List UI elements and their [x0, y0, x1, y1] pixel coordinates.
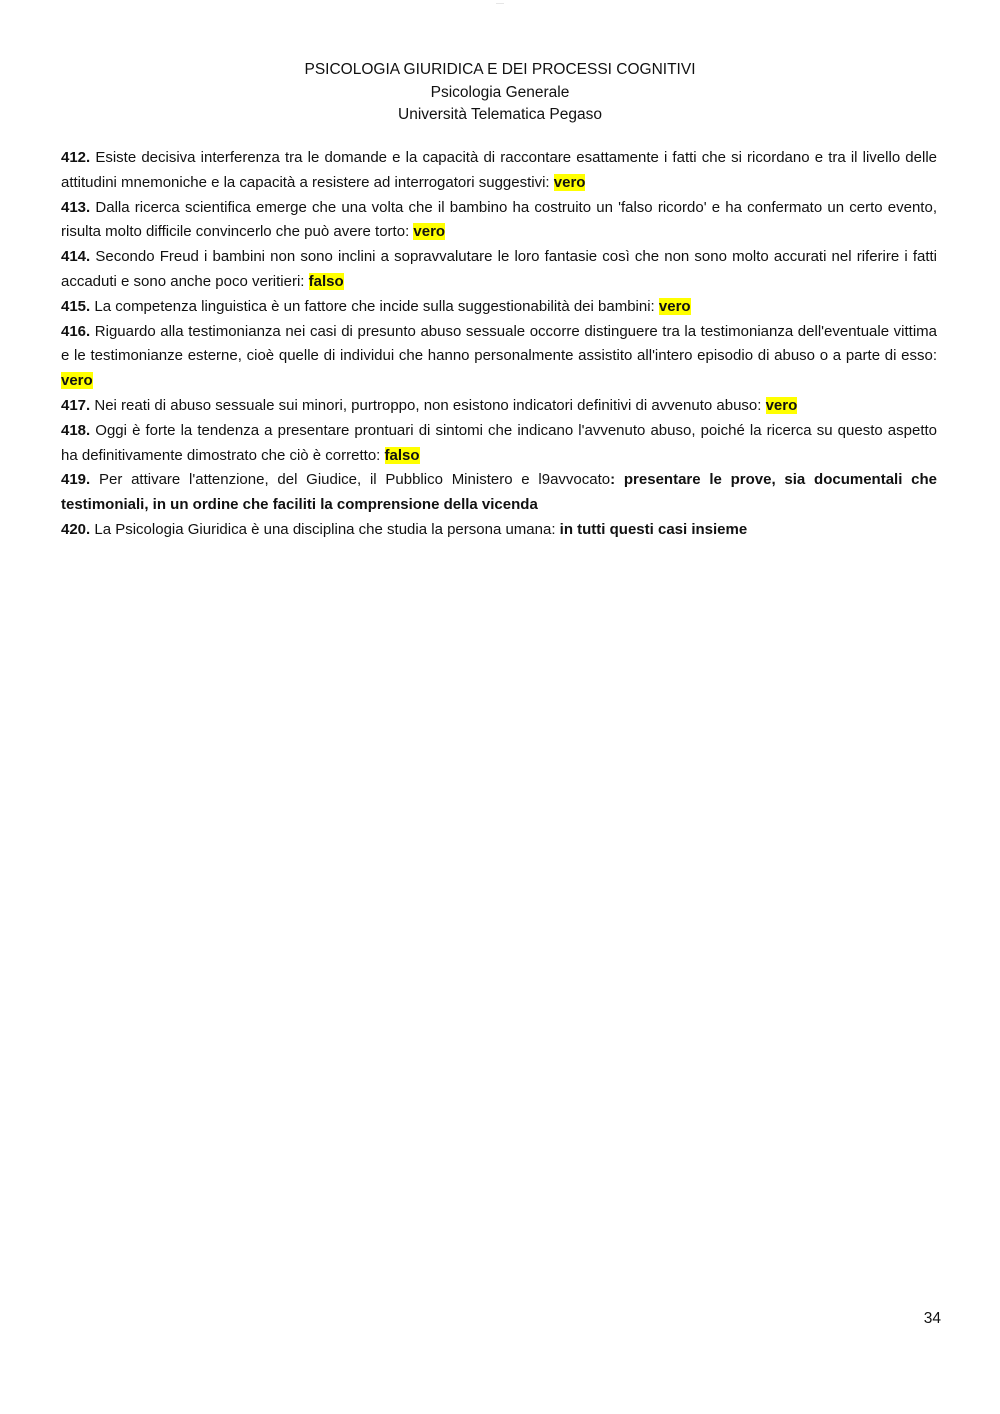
answer-highlight: vero [658, 297, 691, 315]
question-text: Nei reati di abuso sessuale sui minori, purtroppo, non esistono indicatori definitivi di avvenuto abuso: [90, 396, 766, 414]
page-number: 34 [923, 1310, 941, 1327]
question-number: 413. [61, 198, 91, 216]
university-name: Università Telematica Pegaso [398, 106, 602, 123]
question-419 [61, 468, 937, 518]
question-text: La competenza linguistica è un fattore che incide sulla suggestionabilità dei bambini: [90, 297, 659, 315]
question-420 [61, 518, 937, 543]
top-mark: —— [496, 0, 504, 5]
question-413 [61, 196, 937, 246]
question-text: Esiste decisiva interferenza tra le domande e la capacità di raccontare esattamente i fatti che si ricordano e tra il livello delle attitudini mnemoniche e la capacità a resistere ad interrogatori suggestivi: [61, 149, 937, 191]
answer-bold: : presentare le prove, sia documentali che testimoniali, in un ordine che faciliti la comprensione della vicenda [61, 471, 937, 514]
question-418 [61, 419, 937, 469]
question-number: 418. [61, 421, 91, 439]
answer-highlight: vero [413, 223, 446, 241]
question-text: Secondo Freud i bambini non sono inclini a sopravvalutare le loro fantasie così che non sono molto accurati nel riferire i fatti accaduti e sono anche poco veritieri: [61, 248, 937, 290]
question-number: 415. [61, 297, 91, 315]
answer-highlight: vero [61, 372, 93, 390]
subject-title: Psicologia Generale [430, 83, 570, 101]
question-414 [61, 245, 937, 295]
question-417 [61, 394, 937, 419]
answer-highlight: vero [553, 173, 586, 191]
course-title: PSICOLOGIA GIURIDICA E DEI PROCESSI COGNITIVI [304, 61, 696, 78]
question-list [61, 146, 937, 543]
document-header [0, 59, 1000, 127]
question-412 [61, 146, 937, 196]
question-number: 414. [61, 248, 91, 266]
answer-highlight: falso [308, 272, 344, 290]
question-number: 420. [61, 520, 91, 538]
question-text: Riguardo alla testimonianza nei casi di presunto abuso sessuale occorre distinguere tra la testimonianza dell'eventuale vittima e le testimonianze esterne, cioè quelle di individui che hanno personalmente assistito all'intero episodio di abuso o a parte di esso: [61, 322, 937, 365]
question-text: Dalla ricerca scientifica emerge che una volta che il bambino ha costruito un 'falso ricordo' e ha confermato un certo evento, risulta molto difficile convincerlo che può avere torto: [61, 198, 937, 241]
answer-highlight: falso [384, 446, 420, 464]
answer-bold: in tutti questi casi insieme [559, 520, 748, 538]
question-416 [61, 320, 937, 394]
question-number: 412. [61, 149, 91, 166]
question-text: Per attivare l'attenzione, del Giudice, il Pubblico Ministero e l9avvocato [90, 471, 611, 489]
question-415 [61, 295, 937, 320]
question-text: La Psicologia Giuridica è una disciplina che studia la persona umana: [90, 520, 560, 538]
question-number: 419. [61, 471, 91, 489]
answer-highlight: vero [765, 396, 798, 414]
question-number: 416. [61, 322, 91, 340]
question-text: Oggi è forte la tendenza a presentare prontuari di sintomi che indicano l'avvenuto abuso, poiché la ricerca su questo aspetto ha definitivamente dimostrato che ciò è corretto: [61, 421, 937, 464]
question-number: 417. [61, 396, 91, 414]
